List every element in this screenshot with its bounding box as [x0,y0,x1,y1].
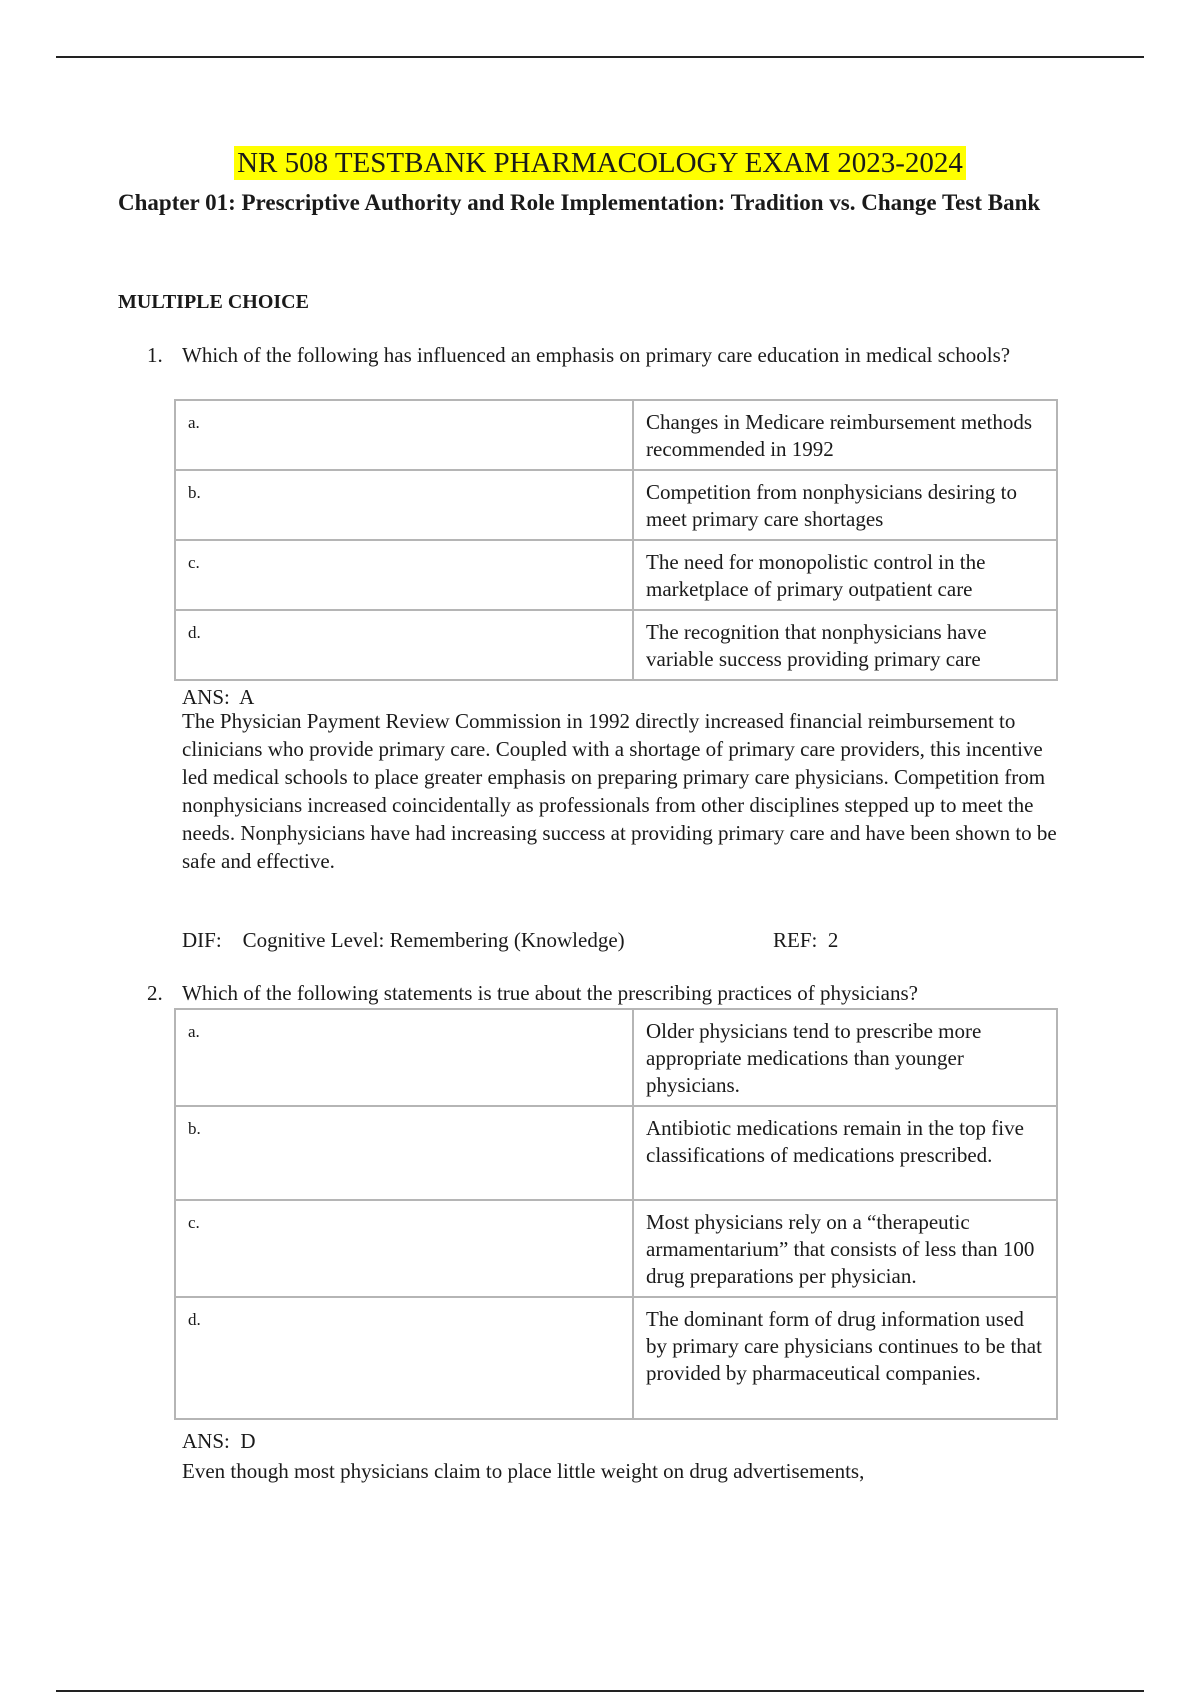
option-text: Most physicians rely on a “therapeutic armamentarium” that consists of less than 100 drug preparations per physician. [633,1200,1057,1297]
option-letter: c. [175,1200,633,1297]
option-text: Older physicians tend to prescribe more appropriate medications than younger physicians. [633,1009,1057,1106]
reference-1: REF: 2 [773,928,839,952]
option-letter: a. [175,400,633,470]
option-letter: a. [175,1009,633,1106]
option-letter: c. [175,540,633,610]
option-row [175,1009,1057,1106]
option-row [175,540,1057,610]
option-letter: b. [175,470,633,540]
document-title: NR 508 TESTBANK PHARMACOLOGY EXAM 2023-2024 [234,146,966,180]
answer-1: ANS: A [182,685,255,709]
question-stem: Which of the following has influenced an emphasis on primary care education in medical schools? [182,343,1011,367]
option-letter: d. [175,610,633,680]
difficulty-1: DIF: Cognitive Level: Remembering (Knowledge) [182,928,625,952]
answer-2: ANS: D [182,1429,256,1453]
footer-rule [56,1690,1144,1692]
option-row [175,1200,1057,1297]
option-row [175,470,1057,540]
option-row [175,1297,1057,1419]
option-letter: b. [175,1106,633,1200]
rationale-2: Even though most physicians claim to place little weight on drug advertisements, [182,1459,865,1483]
option-text: Antibiotic medications remain in the top five classifications of medications prescribed. [633,1106,1057,1200]
option-row [175,1106,1057,1200]
section-heading: MULTIPLE CHOICE [118,291,309,313]
question-stem: Which of the following statements is true about the prescribing practices of physicians? [182,981,918,1005]
option-text: The dominant form of drug information used by primary care physicians continues to be that provided by pharmaceutical companies. [633,1297,1057,1419]
option-text: Competition from nonphysicians desiring to meet primary care shortages [633,470,1057,540]
header-rule [56,56,1144,58]
options-table-1 [174,399,1058,681]
option-row [175,400,1057,470]
option-letter: d. [175,1297,633,1419]
chapter-heading: Chapter 01: Prescriptive Authority and Role Implementation: Tradition vs. Change Test Bank [118,190,1041,215]
rationale-1: The Physician Payment Review Commission in 1992 directly increased financial reimbursement to clinicians who provide primary care. Coupled with a shortage of primary care providers, this incentive led medical schools to place greater emphasis on preparing primary care physicians. Competition from nonphysicians increased coincidentally as professionals from other disciplines stepped up to meet the needs. Nonphysicians have had increasing success at providing primary care and have been shown to be safe and effective. [182,709,1057,873]
options-table-2 [174,1008,1058,1420]
option-row [175,610,1057,680]
question-number: 2. [147,981,163,1005]
option-text: The recognition that nonphysicians have variable success providing primary care [633,610,1057,680]
title-wrap [0,146,1200,180]
question-number: 1. [147,343,163,367]
question-2 [147,980,1062,1007]
question-1 [147,342,1062,369]
option-text: Changes in Medicare reimbursement methods recommended in 1992 [633,400,1057,470]
option-text: The need for monopolistic control in the marketplace of primary outpatient care [633,540,1057,610]
